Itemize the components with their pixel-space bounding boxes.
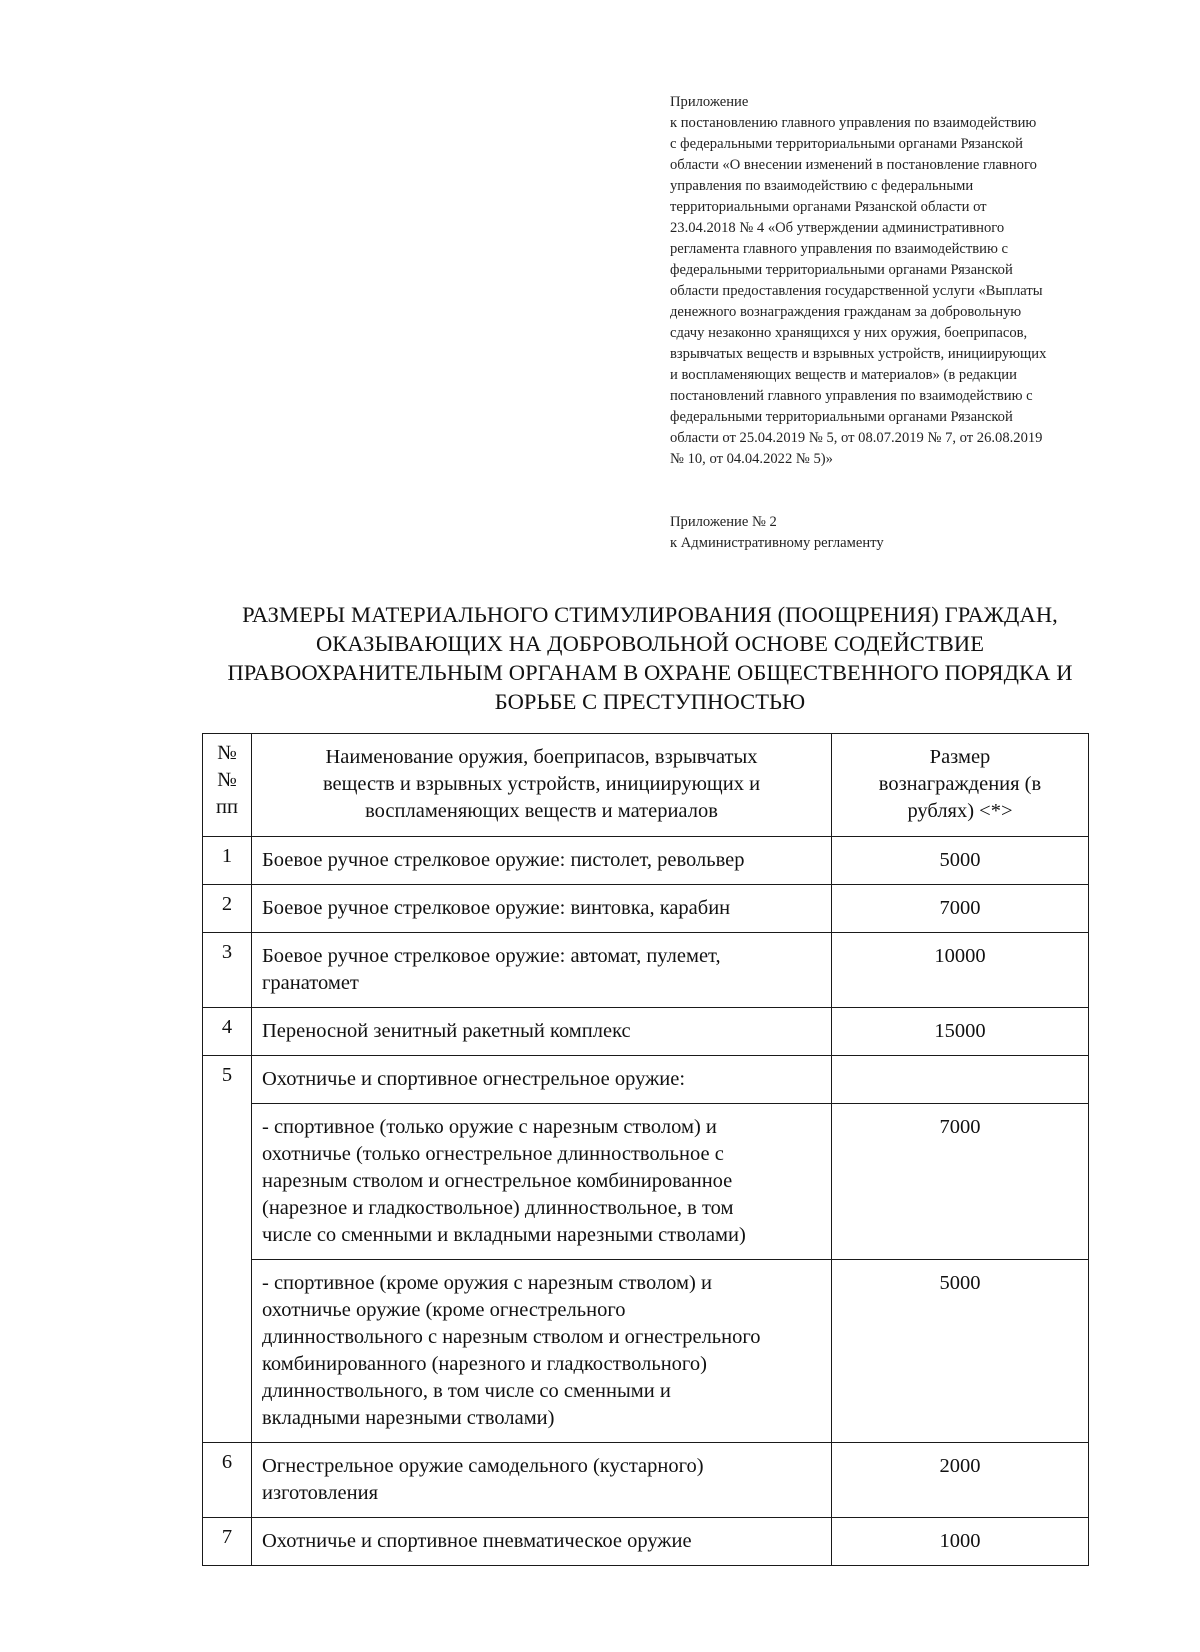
title-line: ОКАЗЫВАЮЩИХ НА ДОБРОВОЛЬНОЙ ОСНОВЕ СОДЕЙСТВИЕ xyxy=(315,631,985,656)
row-number: 5 xyxy=(203,1056,252,1443)
appendix-line: денежного вознаграждения гражданам за добровольную xyxy=(670,304,1022,320)
header-number-line: № xyxy=(217,742,237,764)
row-number: 4 xyxy=(203,1008,252,1056)
table-row xyxy=(203,1056,1089,1104)
row-name xyxy=(252,1104,832,1260)
row-amount: 5000 xyxy=(832,1260,1089,1443)
spacer xyxy=(670,470,1140,491)
appendix-line: № 10, от 04.04.2022 № 5)» xyxy=(670,451,833,467)
row-name-line: вкладными нарезными стволами) xyxy=(262,1407,555,1429)
annex-reference: к Административному регламенту xyxy=(670,535,884,551)
header-number xyxy=(203,734,252,837)
header-name-line: воспламеняющих веществ и материалов xyxy=(365,800,718,822)
row-number: 2 xyxy=(203,885,252,933)
table-row xyxy=(203,837,1089,885)
row-name-line: - спортивное (только оружие с нарезным стволом) и xyxy=(262,1116,717,1138)
spacer xyxy=(670,491,1140,512)
row-amount: 15000 xyxy=(832,1008,1089,1056)
table-subrow xyxy=(203,1260,1089,1443)
header-number-line: пп xyxy=(216,796,238,818)
row-name xyxy=(252,1056,832,1104)
table-header-row xyxy=(203,734,1089,837)
appendix-line: области предоставления государственной услуги «Выплаты xyxy=(670,283,1043,299)
row-name xyxy=(252,1260,832,1443)
row-name-line: числе со сменными и вкладными нарезными стволами) xyxy=(262,1224,746,1246)
row-name xyxy=(252,837,832,885)
row-number: 6 xyxy=(203,1443,252,1518)
appendix-line: области от 25.04.2019 № 5, от 08.07.2019 № 7, от 26.08.2019 xyxy=(670,430,1043,446)
header-amount-line: Размер xyxy=(929,746,991,768)
row-name-line: нарезным стволом и огнестрельное комбинированное xyxy=(262,1170,733,1192)
row-name xyxy=(252,1518,832,1566)
row-number: 7 xyxy=(203,1518,252,1566)
table-subrow xyxy=(203,1104,1089,1260)
row-name-line: комбинированного (нарезного и гладкоствольного) xyxy=(262,1353,707,1375)
row-name-line: Боевое ручное стрелковое оружие: пистолет, револьвер xyxy=(262,849,745,871)
row-name-line: (нарезное и гладкоствольное) длинноствольное, в том xyxy=(262,1197,734,1219)
appendix-line: 23.04.2018 № 4 «Об утверждении административного xyxy=(670,220,1005,236)
row-name-line: Огнестрельное оружие самодельного (кустарного) xyxy=(262,1455,704,1477)
table-row xyxy=(203,1008,1089,1056)
row-number: 1 xyxy=(203,837,252,885)
appendix-line: федеральными территориальными органами Рязанской xyxy=(670,262,1013,278)
title-line: БОРЬБЕ С ПРЕСТУПНОСТЬЮ xyxy=(494,689,806,714)
row-name xyxy=(252,885,832,933)
row-name-line: изготовления xyxy=(262,1482,378,1504)
row-name xyxy=(252,1008,832,1056)
document-title xyxy=(200,600,1100,716)
reward-table xyxy=(202,733,1089,1566)
row-name-line: Боевое ручное стрелковое оружие: автомат, пулемет, xyxy=(262,945,721,967)
row-name-line: длинноствольного с нарезным стволом и огнестрельного xyxy=(262,1326,761,1348)
header-name-line: веществ и взрывных устройств, инициирующих и xyxy=(322,773,761,795)
row-amount: 1000 xyxy=(832,1518,1089,1566)
row-name xyxy=(252,933,832,1008)
appendix-line: области «О внесении изменений в постановление главного xyxy=(670,157,1037,173)
row-number: 3 xyxy=(203,933,252,1008)
annex-label: Приложение № 2 xyxy=(670,514,777,530)
appendix-line: территориальными органами Рязанской области от xyxy=(670,199,987,215)
appendix-line: регламента главного управления по взаимодействию с xyxy=(670,241,1008,257)
row-name-line: охотничье оружие (кроме огнестрельного xyxy=(262,1299,626,1321)
row-name xyxy=(252,1443,832,1518)
row-amount: 7000 xyxy=(832,1104,1089,1260)
row-name-line: охотничье (только огнестрельное длинноствольное с xyxy=(262,1143,724,1165)
table-row xyxy=(203,933,1089,1008)
header-number-line: № xyxy=(217,769,237,791)
appendix-line: с федеральными территориальными органами Рязанской xyxy=(670,136,1023,152)
appendix-header xyxy=(670,92,1140,554)
row-name-line: - спортивное (кроме оружия с нарезным стволом) и xyxy=(262,1272,712,1294)
row-amount xyxy=(832,1056,1089,1104)
row-amount: 10000 xyxy=(832,933,1089,1008)
appendix-line: сдачу незаконно хранящихся у них оружия, боеприпасов, xyxy=(670,325,1028,341)
appendix-line: управления по взаимодействию с федеральными xyxy=(670,178,974,194)
appendix-line: взрывчатых веществ и взрывных устройств, инициирующих xyxy=(670,346,1047,362)
appendix-line: Приложение xyxy=(670,94,749,110)
table-row xyxy=(203,1443,1089,1518)
appendix-line: и воспламеняющих веществ и материалов» (в редакции xyxy=(670,367,1017,383)
row-name-line: Охотничье и спортивное огнестрельное оружие: xyxy=(262,1068,686,1090)
row-name-line: Охотничье и спортивное пневматическое оружие xyxy=(262,1530,692,1552)
header-name xyxy=(252,734,832,837)
header-amount xyxy=(832,734,1089,837)
header-amount-line: вознаграждения (в xyxy=(878,773,1042,795)
header-amount-line: рублях) <*> xyxy=(907,800,1013,822)
row-name-line: Боевое ручное стрелковое оружие: винтовка, карабин xyxy=(262,897,731,919)
row-name-line: длинноствольного, в том числе со сменными и xyxy=(262,1380,671,1402)
title-line: РАЗМЕРЫ МАТЕРИАЛЬНОГО СТИМУЛИРОВАНИЯ (ПООЩРЕНИЯ) ГРАЖДАН, xyxy=(242,602,1058,627)
table-row xyxy=(203,1518,1089,1566)
appendix-line: постановлений главного управления по взаимодействию с xyxy=(670,388,1033,404)
row-amount: 5000 xyxy=(832,837,1089,885)
row-name-line: гранатомет xyxy=(262,972,359,994)
row-name-line: Переносной зенитный ракетный комплекс xyxy=(262,1020,631,1042)
appendix-line: к постановлению главного управления по взаимодействию xyxy=(670,115,1037,131)
header-name-line: Наименование оружия, боеприпасов, взрывчатых xyxy=(325,746,758,768)
title-line: ПРАВООХРАНИТЕЛЬНЫМ ОРГАНАМ В ОХРАНЕ ОБЩЕСТВЕННОГО ПОРЯДКА И xyxy=(227,660,1073,685)
row-amount: 2000 xyxy=(832,1443,1089,1518)
row-amount: 7000 xyxy=(832,885,1089,933)
table-row xyxy=(203,885,1089,933)
appendix-line: федеральными территориальными органами Рязанской xyxy=(670,409,1013,425)
